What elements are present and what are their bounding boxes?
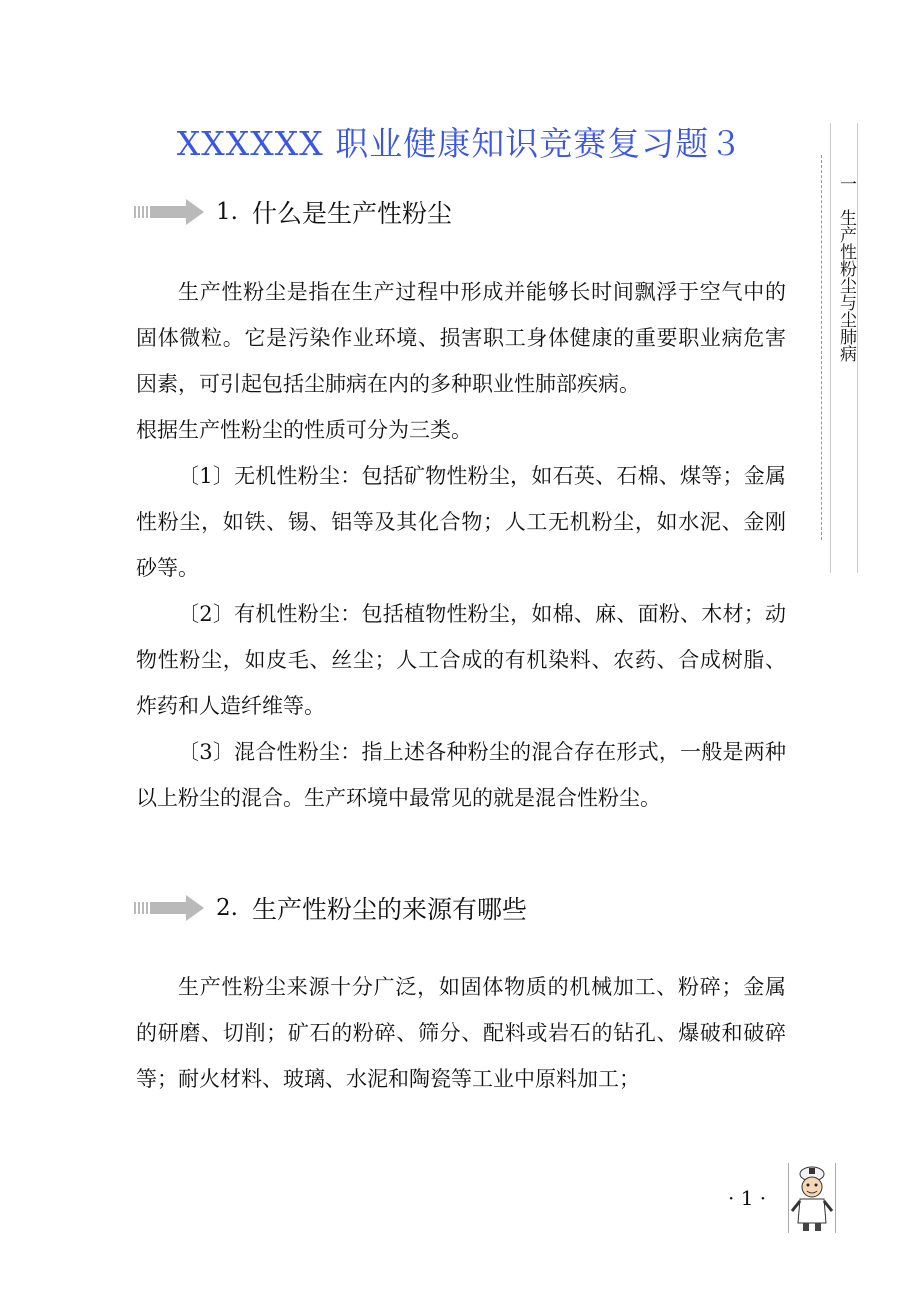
document-title: XXXXXX 职业健康知识竞赛复习题３ (176, 124, 744, 163)
sidebar-divider (821, 155, 822, 540)
section-2-body (136, 964, 786, 1102)
section-1-body (136, 269, 786, 821)
paragraph: 生产性粉尘是指在生产过程中形成并能够长时间飘浮于空气中的固体微粒。它是污染作业环境、损害职工身体健康的重要职业病危害因素，可引起包括尘肺病在内的多种职业性肺部疾病。 (136, 280, 786, 396)
chapter-sidebar (830, 123, 858, 573)
arrow-bullet-icon (132, 893, 206, 923)
paragraph: 根据生产性粉尘的性质可分为三类。 (136, 418, 472, 442)
section-title: 生产性粉尘的来源有哪些 (251, 895, 527, 924)
chapter-label: 一 生产性粉尘与尘肺病 (836, 175, 856, 362)
section-title: 什么是生产性粉尘 (251, 199, 452, 228)
page-number: · 1 · (728, 1186, 767, 1210)
section-1-heading (132, 194, 452, 230)
paragraph: 〔1〕无机性粉尘：包括矿物性粉尘，如石英、石棉、煤等；金属性粉尘，如铁、锡、铝等及其化合物；人工无机粉尘，如水泥、金刚砂等。 (136, 464, 786, 580)
section-number: 1. (216, 199, 238, 225)
paragraph: 〔3〕混合性粉尘：指上述各种粉尘的混合存在形式，一般是两种以上粉尘的混合。生产环境中最常见的就是混合性粉尘。 (136, 740, 786, 810)
mascot-frame (788, 1163, 836, 1233)
doctor-mascot-icon (789, 1163, 835, 1233)
arrow-bullet-icon (132, 197, 206, 227)
section-2-heading (132, 890, 527, 926)
section-number: 2. (216, 895, 238, 921)
paragraph: 生产性粉尘来源十分广泛，如固体物质的机械加工、粉碎；金属的研磨、切削；矿石的粉碎、筛分、配料或岩石的钻孔、爆破和破碎等；耐火材料、玻璃、水泥和陶瓷等工业中原料加工； (136, 975, 786, 1091)
paragraph: 〔2〕有机性粉尘：包括植物性粉尘，如棉、麻、面粉、木材；动物性粉尘，如皮毛、丝尘；人工合成的有机染料、农药、合成树脂、炸药和人造纤维等。 (136, 602, 786, 718)
